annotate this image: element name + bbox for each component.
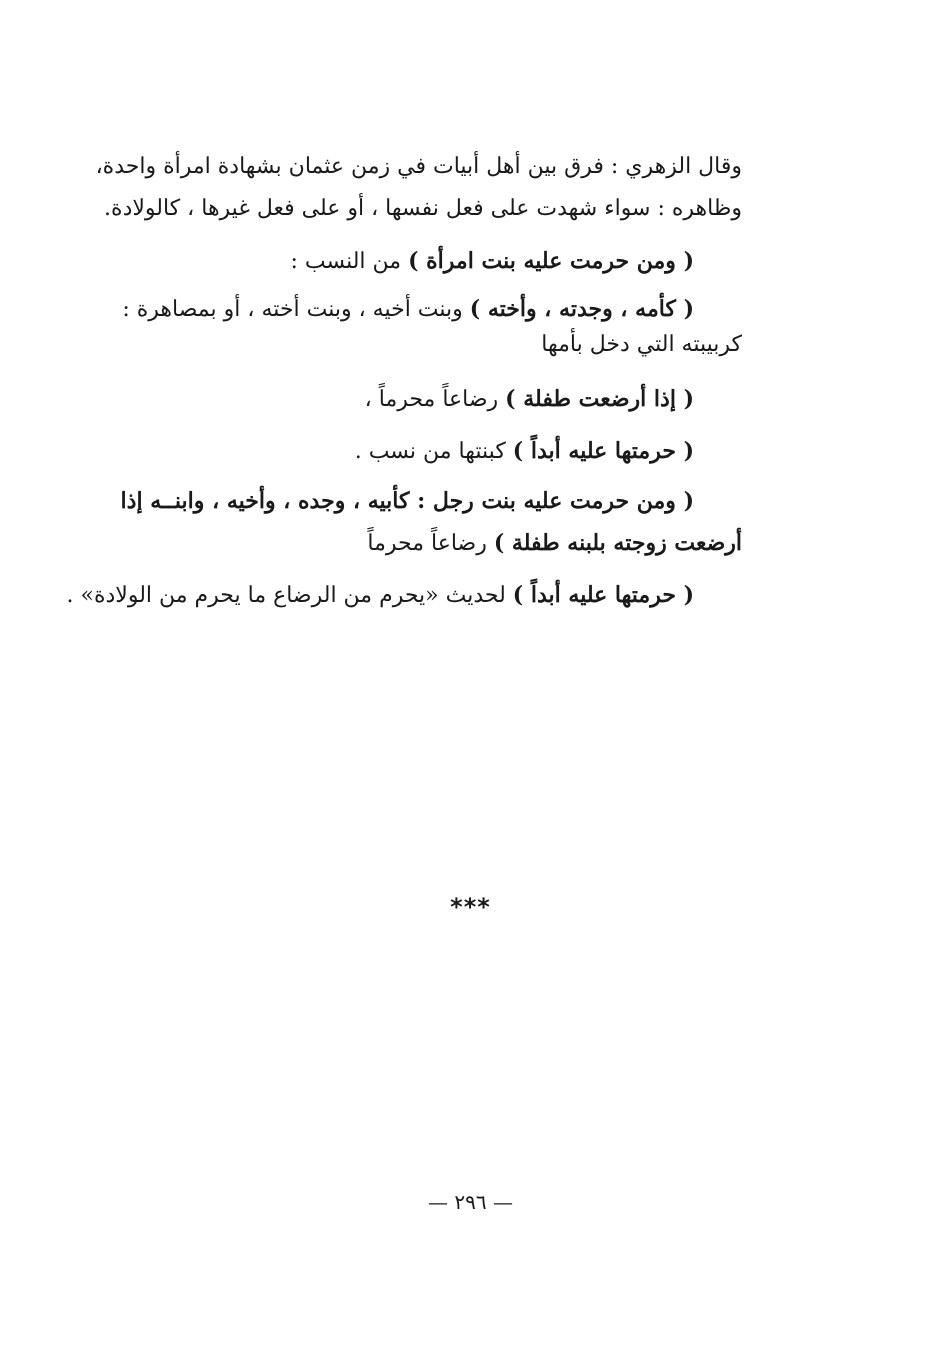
matn-text: ( ومن حرمت عليه بنت امرأة ) <box>408 248 694 274</box>
matn-text: ( حرمتها عليه أبداً ) <box>512 582 694 608</box>
text-line-5: كربيبته التي دخل بأمها <box>541 332 742 357</box>
text-line-3 <box>290 248 694 275</box>
matn-text: ( إذا أرضعت طفلة ) <box>505 386 694 412</box>
text-line-7 <box>355 438 694 465</box>
matn-text: أرضعت زوجته بلبنه طفلة ) <box>493 530 742 556</box>
text-line-4 <box>122 296 694 323</box>
sharh-text: لحديث «يحرم من الرضاع ما يحرم من الولادة» . <box>66 583 513 608</box>
page-number: — ٢٩٦ — <box>428 1190 513 1214</box>
sharh-text: من النسب : <box>290 249 409 274</box>
text-line-2: وظاهره : سواء شهدت على فعل نفسها ، أو على فعل غيرها ، كالولادة. <box>104 196 742 221</box>
matn-text: ( كأمه ، وجدته ، وأخته ) <box>469 296 694 322</box>
matn-text: ( ومن حرمت عليه بنت رجل : كأبيه ، وجده ، وأخيه ، وابنــه إذا <box>120 488 694 514</box>
text-line-6 <box>365 386 694 413</box>
text-line-1: وقال الزهري : فرق بين أهل أبيات في زمن عثمان بشهادة امرأة واحدة، <box>95 154 742 179</box>
matn-text: ( حرمتها عليه أبداً ) <box>512 438 694 464</box>
text-line-10 <box>67 582 694 609</box>
sharh-text: رضاعاً محرماً ، <box>364 387 506 412</box>
text-line-9 <box>367 530 742 557</box>
section-separator: *** <box>450 893 491 921</box>
text-line-8 <box>120 488 694 515</box>
sharh-text: وبنت أخيه ، وبنت أخته ، أو بمصاهرة : <box>122 297 470 322</box>
sharh-text: رضاعاً محرماً <box>367 531 494 556</box>
sharh-text: كبنتها من نسب . <box>354 439 513 464</box>
